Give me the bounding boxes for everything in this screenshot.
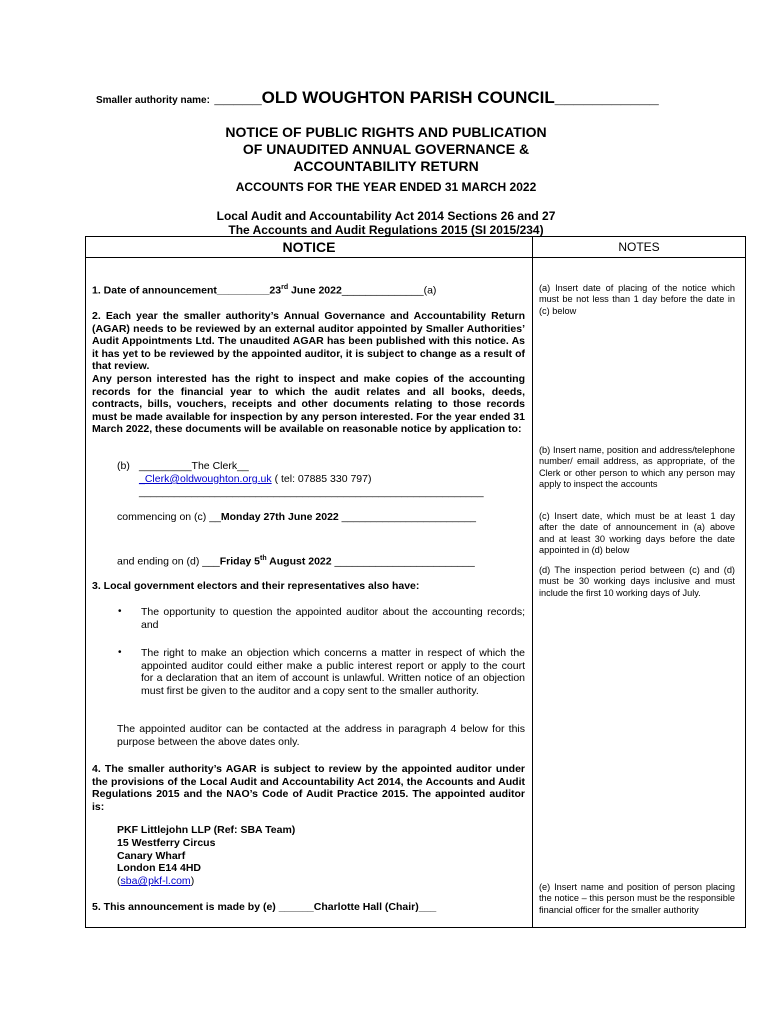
paragraph-4: 4. The smaller authority’s AGAR is subject to review by the appointed auditor under the provisions of the Local Audit and Accountability Act 2014, the Accounts and Audit Regulations 2015 and the NAO’s Code of Audit Practice 2015. The appointed auditor is: xyxy=(92,763,525,813)
note-e: (e) Insert name and position of person placing the notice – this person must be the responsible financial officer for the smaller authority xyxy=(539,882,735,915)
paragraph-1-date xyxy=(92,282,525,297)
date-rest: June 2022 xyxy=(288,284,342,297)
ending-line xyxy=(117,555,475,568)
note-a: (a) Insert date of placing of the notice which must be not less than 1 day before the date in (c) below xyxy=(539,283,735,316)
column-divider xyxy=(532,237,533,927)
auditor-address xyxy=(117,824,295,888)
title-line-3: ACCOUNTABILITY RETURN xyxy=(293,158,479,174)
ending-day: Friday 5 xyxy=(219,555,261,568)
note-d: (d) The inspection period between (c) and (d) must be 30 working days inclusive and must include the first 10 working days of July. xyxy=(539,565,735,598)
notice-table xyxy=(85,236,746,928)
clerk-email-row xyxy=(139,473,519,486)
address-line-2: 15 Westferry Circus xyxy=(117,836,216,849)
address-email-close: ) xyxy=(190,875,195,888)
address-line-1: PKF Littlejohn LLP (Ref: SBA Team) xyxy=(117,824,296,836)
note-c: (c) Insert date, which must be at least 1 day after the date of announcement in (a) above and at least 30 working days before the date appointed in (d) below xyxy=(539,511,735,556)
paragraph-2 xyxy=(92,310,525,436)
ending-label: and ending on (d) ___ xyxy=(117,555,220,568)
date-tail: ______________(a) xyxy=(341,284,437,297)
accounts-heading: ACCOUNTS FOR THE YEAR ENDED 31 MARCH 2022 xyxy=(235,180,537,194)
address-email-row xyxy=(117,875,295,888)
title-line-1: NOTICE OF PUBLIC RIGHTS AND PUBLICATION xyxy=(225,124,547,140)
act-line-1: Local Audit and Accountability Act 2014 Sections 26 and 27 xyxy=(216,209,556,223)
address-line-4: London E14 4HD xyxy=(117,862,202,875)
commencing-label: commencing on (c) __ xyxy=(117,511,221,523)
ending-tail: ________________________ xyxy=(331,555,475,568)
legislation-heading xyxy=(120,209,652,237)
date-sup: rd xyxy=(281,284,289,291)
title-line-2: OF UNAUDITED ANNUAL GOVERNANCE & xyxy=(242,141,530,157)
clerk-email-link[interactable]: _Clerk@oldwoughton.org.uk xyxy=(139,472,272,485)
commencing-line xyxy=(117,511,476,523)
authority-suffix: ___________ xyxy=(554,88,659,107)
address-line-3: Canary Wharf xyxy=(117,849,186,862)
paragraph-2-intro: 2. Each year the smaller authority’s Annual Governance and Accountability Return (AGAR) needs to be reviewed by an external auditor appointed by Smaller Authorities’ Audit Appointments Ltd. The unaudited AGAR has been published with this notice. As it has yet to be reviewed by the appointed auditor, it is subject to change as a result of that review. xyxy=(92,310,525,373)
clerk-telephone: ( tel: 07885 330 797) xyxy=(274,472,372,485)
ending-rest: August 2022 xyxy=(266,555,332,568)
date-label: 1. Date of announcement_________ xyxy=(92,284,270,297)
auditor-email-link[interactable]: sba@pkf-l.com xyxy=(120,875,191,888)
b-label: (b) xyxy=(117,460,130,472)
address-email-open: ( xyxy=(117,875,121,888)
bullet-1-text: The opportunity to question the appointed auditor about the accounting records; and xyxy=(141,606,525,631)
note-b: (b) Insert name, position and address/telephone number/ email address, as appropriate, of the Clerk or other person to which any person may apply to inspect the accounts xyxy=(539,445,735,490)
clerk-name: _________The Clerk__ xyxy=(139,460,249,472)
paragraph-3: 3. Local government electors and their representatives also have: xyxy=(92,580,420,592)
authority-name: OLD WOUGHTON PARISH COUNCIL xyxy=(261,88,555,107)
authority-name-row xyxy=(96,88,696,108)
clerk-blank-line: ___________________________________________________________ xyxy=(139,485,484,498)
paragraph-5: 5. This announcement is made by (e) ______Charlotte Hall (Chair)___ xyxy=(92,901,437,913)
notice-heading: NOTICE xyxy=(282,239,336,255)
act-line-2: The Accounts and Audit Regulations 2015 (SI 2015/234) xyxy=(228,223,544,237)
bullet-2-text: The right to make an objection which concerns a matter in respect of which the appointed auditor could either make a public interest report or apply to the court for a declaration that an item of account is unlawful. Written notice of an objection must first be given to the auditor and a copy sent to the smaller authority. xyxy=(141,647,525,697)
paragraph-2-rights: Any person interested has the right to inspect and make copies of the accounting records for the financial year to which the audit relates and all books, deeds, contracts, bills, vouchers, receipts and other documents relating to those records must be made available for inspection by any person interested. For the year ended 31 March 2022, these documents will be available on reasonable notice by application to: xyxy=(92,372,525,436)
auditor-contact-note: The appointed auditor can be contacted at the address in paragraph 4 below for this purpose between the above dates only. xyxy=(117,723,525,748)
header-divider xyxy=(86,257,745,258)
date-day: 23 xyxy=(269,284,282,297)
commencing-date: Monday 27th June 2022 xyxy=(220,511,339,523)
notice-title xyxy=(150,124,622,175)
ending-sup: th xyxy=(260,555,267,562)
commencing-tail: _______________________ xyxy=(338,511,476,523)
authority-label: Smaller authority name: xyxy=(96,95,210,106)
notes-heading: NOTES xyxy=(618,240,660,254)
bullet-1-marker: • xyxy=(118,606,122,617)
authority-prefix: _____ xyxy=(214,88,262,107)
bullet-2-marker: • xyxy=(118,647,122,658)
clerk-contact xyxy=(139,460,519,498)
